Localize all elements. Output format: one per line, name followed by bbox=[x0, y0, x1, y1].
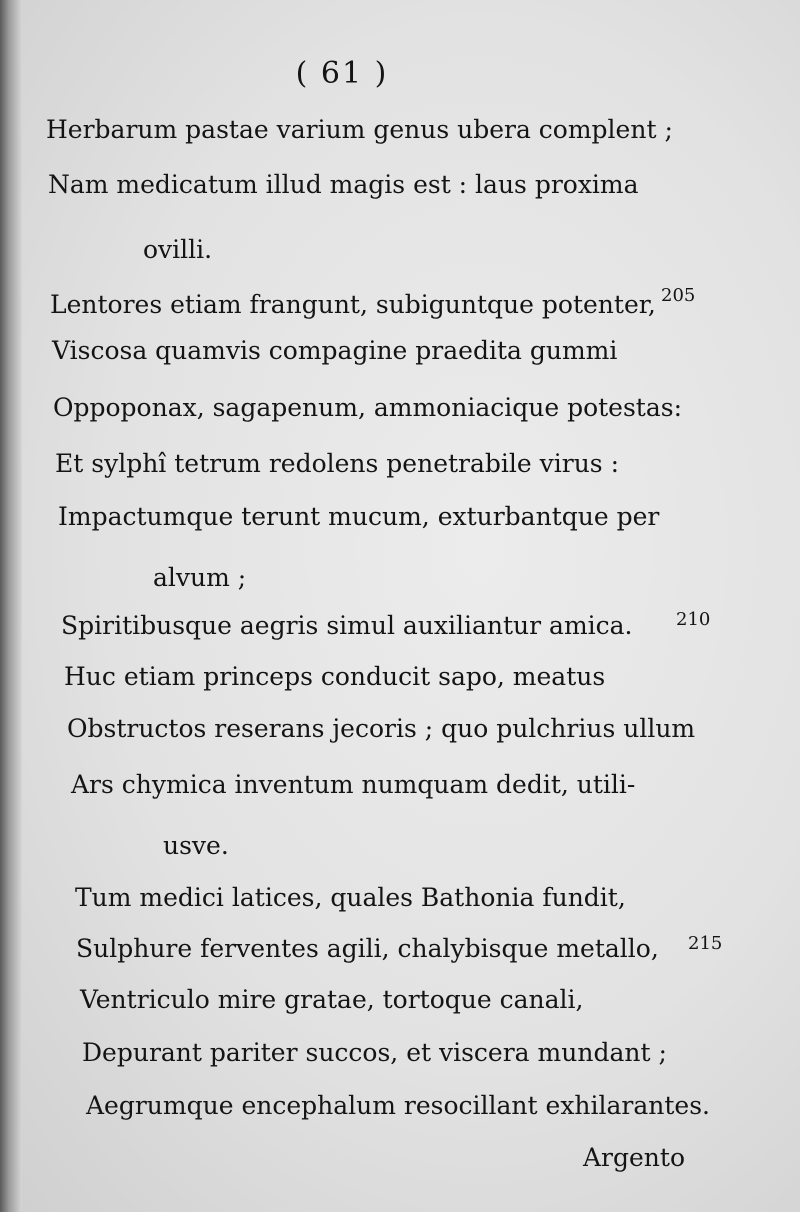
verse-line: Depurant pariter succos, et viscera mundant ; bbox=[82, 1038, 667, 1067]
verse-line: Viscosa quamvis compagine praedita gummi bbox=[52, 336, 618, 365]
page-number: ( 61 ) bbox=[295, 56, 389, 91]
catchword: Argento bbox=[583, 1143, 686, 1172]
verse-line: Impactumque terunt mucum, exturbantque per bbox=[58, 502, 660, 531]
verse-line: Herbarum pastae varium genus ubera complent ; bbox=[46, 115, 673, 144]
verse-line: Sulphure ferventes agili, chalybisque metallo, bbox=[76, 934, 659, 963]
line-number: 205 bbox=[661, 285, 696, 306]
verse-line: Huc etiam princeps conducit sapo, meatus bbox=[64, 662, 606, 691]
verse-line: Lentores etiam frangunt, subiguntque potenter, bbox=[50, 290, 656, 319]
verse-line: ovilli. bbox=[143, 235, 213, 264]
verse-line: Ventriculo mire gratae, tortoque canali, bbox=[80, 985, 584, 1014]
line-number: 210 bbox=[676, 609, 711, 630]
line-number: 215 bbox=[688, 933, 723, 954]
verse-line: Nam medicatum illud magis est : laus proxima bbox=[48, 170, 639, 199]
verse-line: Spiritibusque aegris simul auxiliantur amica. bbox=[61, 611, 633, 640]
verse-line: Aegrumque encephalum resocillant exhilarantes. bbox=[86, 1091, 710, 1120]
verse-line: Tum medici latices, quales Bathonia fundit, bbox=[75, 883, 626, 912]
verse-line: Et sylphî tetrum redolens penetrabile virus : bbox=[55, 449, 620, 478]
verse-line: Ars chymica inventum numquam dedit, utili- bbox=[71, 770, 636, 799]
page-header bbox=[0, 56, 800, 91]
verse-line: Obstructos reserans jecoris ; quo pulchrius ullum bbox=[67, 714, 696, 743]
verse-line: usve. bbox=[163, 831, 229, 860]
binding-gutter bbox=[0, 0, 22, 1212]
verse-line: Oppoponax, sagapenum, ammoniacique potestas: bbox=[53, 393, 682, 422]
verse-line: alvum ; bbox=[153, 563, 247, 592]
